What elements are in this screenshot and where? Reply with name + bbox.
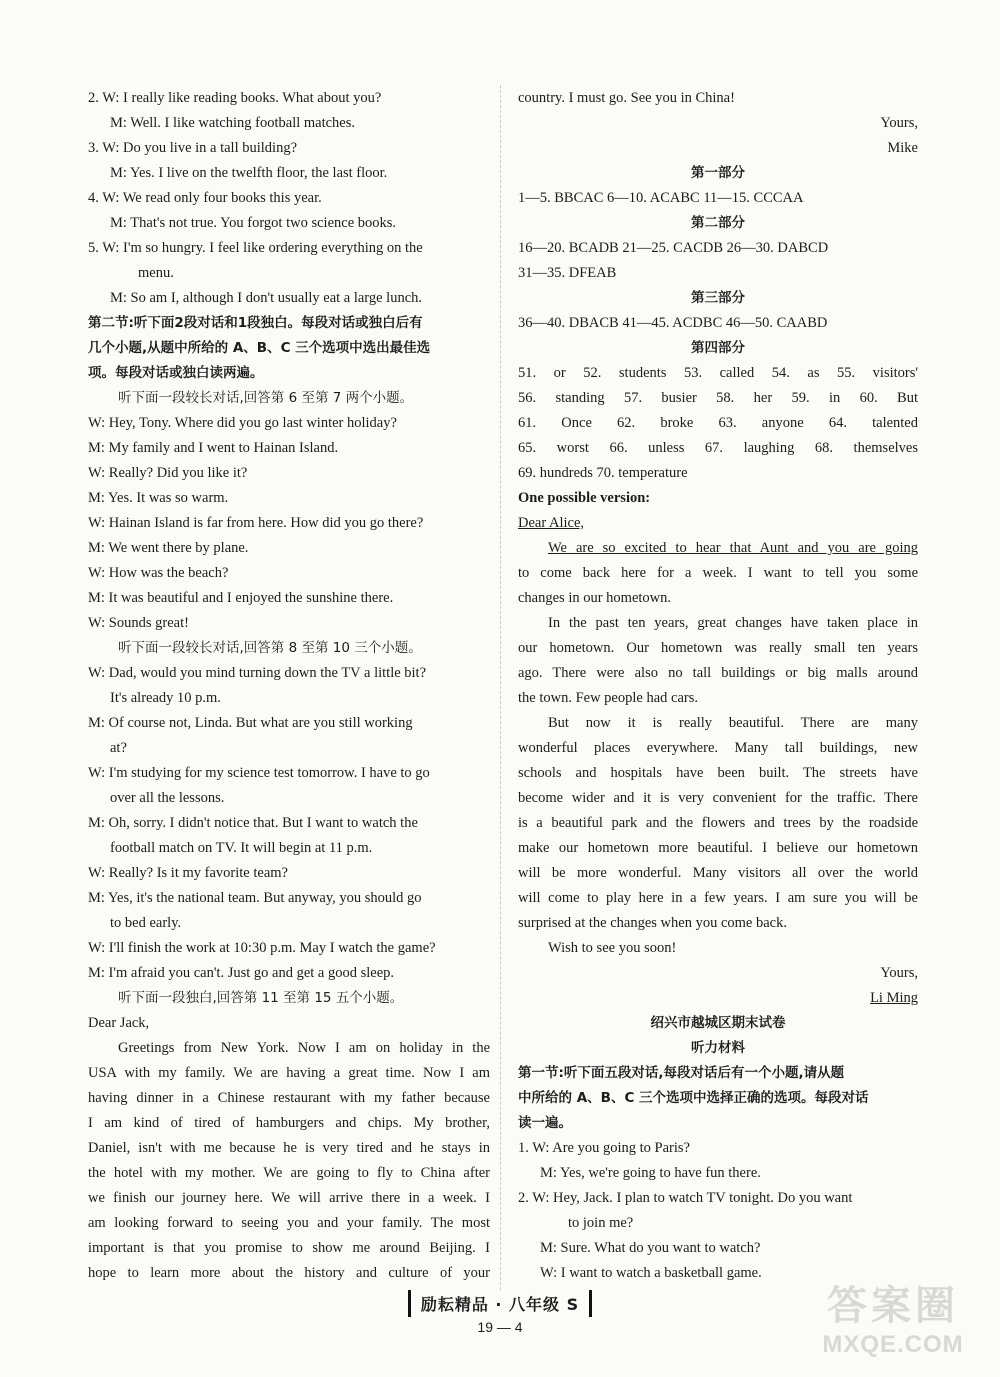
text-line: One possible version:	[518, 490, 651, 506]
right-column	[518, 86, 918, 1286]
text-line: changes in our hometown.	[518, 590, 672, 606]
text-line: M: We went there by plane.	[88, 540, 249, 556]
text-line: M: Oh, sorry. I didn't notice that. But I want to watch the	[88, 815, 418, 831]
text-line: W: Sounds great!	[88, 615, 189, 631]
text-line: W: I'll finish the work at 10:30 p.m. May I watch the game?	[88, 940, 436, 956]
text-line: 51. or 52. students 53. called 54. as 55. visitors'	[518, 365, 918, 381]
text-line: will come to play here in a few years. I am sure you will be	[518, 890, 918, 906]
text-line: Yours,	[880, 965, 918, 981]
text-line: ago. There were also no tall buildings or big malls around	[518, 665, 918, 681]
watermark-logo-text: 答案圈	[827, 1283, 959, 1329]
text-line: 2. W: Hey, Jack. I plan to watch TV tonight. Do you want	[518, 1190, 853, 1206]
text-line: football match on TV. It will begin at 11 p.m.	[110, 840, 373, 856]
text-line: schools and hospitals have been built. The streets have	[518, 765, 918, 781]
text-line: wonderful places everywhere. Many tall buildings, new	[518, 740, 918, 756]
text-line: M: Of course not, Linda. But what are you still working	[88, 715, 413, 731]
column-divider	[500, 85, 501, 1290]
text-line: important is that you promise to show me around Beijing. I	[88, 1240, 490, 1256]
text-line: W: I'm studying for my science test tomorrow. I have to go	[88, 765, 430, 781]
text-line: W: Dad, would you mind turning down the TV a little bit?	[88, 665, 427, 681]
text-line: Dear Jack,	[88, 1015, 150, 1031]
text-line: 第二部分	[691, 215, 745, 231]
text-line: M: Yes. It was so warm.	[88, 490, 229, 506]
text-line: Wish to see you soon!	[548, 940, 677, 956]
text-line: 读一遍。	[518, 1115, 572, 1131]
text-line: But now it is really beautiful. There are many	[548, 715, 918, 731]
text-line: become wider and it is very convenient for the traffic. There	[518, 790, 918, 806]
text-line: 第四部分	[691, 340, 745, 356]
text-line: 听下面一段较长对话,回答第 8 至第 10 三个小题。	[118, 640, 422, 656]
text-line: 4. W: We read only four books this year.	[88, 190, 322, 206]
text-line: 项。每段对话或独白读两遍。	[88, 365, 264, 381]
text-line: 31—35. DFEAB	[518, 265, 617, 281]
text-line: to bed early.	[110, 915, 182, 931]
left-column	[88, 86, 490, 1286]
text-line: 5. W: I'm so hungry. I feel like ordering everything on the	[88, 240, 423, 256]
text-line: M: Sure. What do you want to watch?	[540, 1240, 761, 1256]
text-line: 中所给的 A、B、C 三个选项中选择正确的选项。每段对话	[518, 1090, 869, 1106]
text-line: W: Really? Did you like it?	[88, 465, 248, 481]
text-line: Yours,	[880, 115, 918, 131]
text-line: 几个小题,从题中所给的 A、B、C 三个选项中选出最佳选	[88, 340, 431, 356]
watermark-url: MXQE.COM	[822, 1331, 964, 1358]
text-line: Greetings from New York. Now I am on holiday in the	[118, 1040, 490, 1056]
text-line: 第二节:听下面2段对话和1段独白。每段对话或独白后有	[88, 315, 423, 331]
text-line: Mike	[887, 140, 918, 156]
text-line: 1. W: Are you going to Paris?	[518, 1140, 690, 1156]
site-watermark	[798, 1281, 988, 1371]
text-line: the town. Few people had cars.	[518, 690, 698, 706]
text-line: to come back here for a week. I want to tell you some	[518, 565, 918, 581]
text-line: 听下面一段较长对话,回答第 6 至第 7 两个小题。	[118, 390, 414, 406]
text-line: 65. worst 66. unless 67. laughing 68. themselves	[518, 440, 918, 456]
text-line: 第一节:听下面五段对话,每段对话后有一个小题,请从题	[518, 1065, 845, 1081]
text-line: M: I'm afraid you can't. Just go and get a good sleep.	[88, 965, 395, 981]
text-line: M: Yes, we're going to have fun there.	[540, 1165, 761, 1181]
text-line: We are so excited to hear that Aunt and you are going	[548, 540, 918, 556]
text-line: M: Well. I like watching football matches.	[110, 115, 356, 131]
text-line: In the past ten years, great changes have taken place in	[548, 615, 918, 631]
text-line: I am kind of tired of hamburgers and chips. My brother,	[88, 1115, 490, 1131]
text-line: country. I must go. See you in China!	[518, 90, 735, 106]
text-line: hope to learn more about the history and culture of your	[88, 1265, 490, 1281]
text-line: 2. W: I really like reading books. What about you?	[88, 90, 382, 106]
text-line: It's already 10 p.m.	[110, 690, 221, 706]
text-line: having dinner in a Chinese restaurant with my father because	[88, 1090, 490, 1106]
text-line: we finish our journey here. We will arrive there in a week. I	[88, 1190, 490, 1206]
text-line: M: My family and I went to Hainan Island.	[88, 440, 339, 456]
text-line: W: Really? Is it my favorite team?	[88, 865, 288, 881]
text-line: the hotel with my mother. We are going to fly to China after	[88, 1165, 490, 1181]
text-line: our hometown. Our hometown was really small ten years	[518, 640, 918, 656]
text-line: 56. standing 57. busier 58. her 59. in 60. But	[518, 390, 918, 406]
text-line: USA with my family. We are having a great time. Now I am	[88, 1065, 490, 1081]
text-line: 3. W: Do you live in a tall building?	[88, 140, 298, 156]
text-line: M: That's not true. You forgot two science books.	[110, 215, 397, 231]
page-number: 19 — 4	[477, 1319, 523, 1335]
text-line: at?	[110, 740, 127, 756]
series-brand: 励耘精品 · 八年级 S	[408, 1290, 592, 1317]
text-line: W: Hey, Tony. Where did you go last winter holiday?	[88, 415, 397, 431]
text-line: 69. hundreds 70. temperature	[518, 465, 688, 481]
text-line: M: Yes, it's the national team. But anyway, you should go	[88, 890, 422, 906]
text-line: 听下面一段独白,回答第 11 至第 15 五个小题。	[118, 990, 404, 1006]
text-line: surprised at the changes when you come back.	[518, 915, 787, 931]
text-line: 第一部分	[691, 165, 745, 181]
text-line: Dear Alice,	[518, 515, 585, 531]
text-line: will be more wonderful. Many visitors all over the world	[518, 865, 918, 881]
text-line: Daniel, isn't with me because he is very tired and he stays in	[88, 1140, 490, 1156]
text-line: 16—20. BCADB 21—25. CACDB 26—30. DABCD	[518, 240, 829, 256]
text-line: menu.	[138, 265, 174, 281]
text-line: 36—40. DBACB 41—45. ACDBC 46—50. CAABD	[518, 315, 828, 331]
text-line: W: How was the beach?	[88, 565, 229, 581]
text-line: over all the lessons.	[110, 790, 225, 806]
text-line: 听力材料	[691, 1040, 745, 1056]
text-line: is a beautiful park and the flowers and trees by the roadside	[518, 815, 918, 831]
text-line: 61. Once 62. broke 63. anyone 64. talented	[518, 415, 918, 431]
text-line: W: I want to watch a basketball game.	[540, 1265, 762, 1281]
text-line: 第三部分	[691, 290, 745, 306]
text-line: M: Yes. I live on the twelfth floor, the last floor.	[110, 165, 388, 181]
text-line: 绍兴市越城区期末试卷	[650, 1015, 786, 1031]
text-line: am looking forward to seeing you and your family. The most	[88, 1215, 490, 1231]
text-line: make our hometown more beautiful. I believe our hometown	[518, 840, 918, 856]
text-line: W: Hainan Island is far from here. How did you go there?	[88, 515, 424, 531]
text-line: M: It was beautiful and I enjoyed the sunshine there.	[88, 590, 394, 606]
text-line: to join me?	[568, 1215, 634, 1231]
text-line: M: So am I, although I don't usually eat a large lunch.	[110, 290, 423, 306]
text-line: Li Ming	[870, 990, 918, 1006]
text-line: 1—5. BBCAC 6—10. ACABC 11—15. CCCAA	[518, 190, 804, 206]
